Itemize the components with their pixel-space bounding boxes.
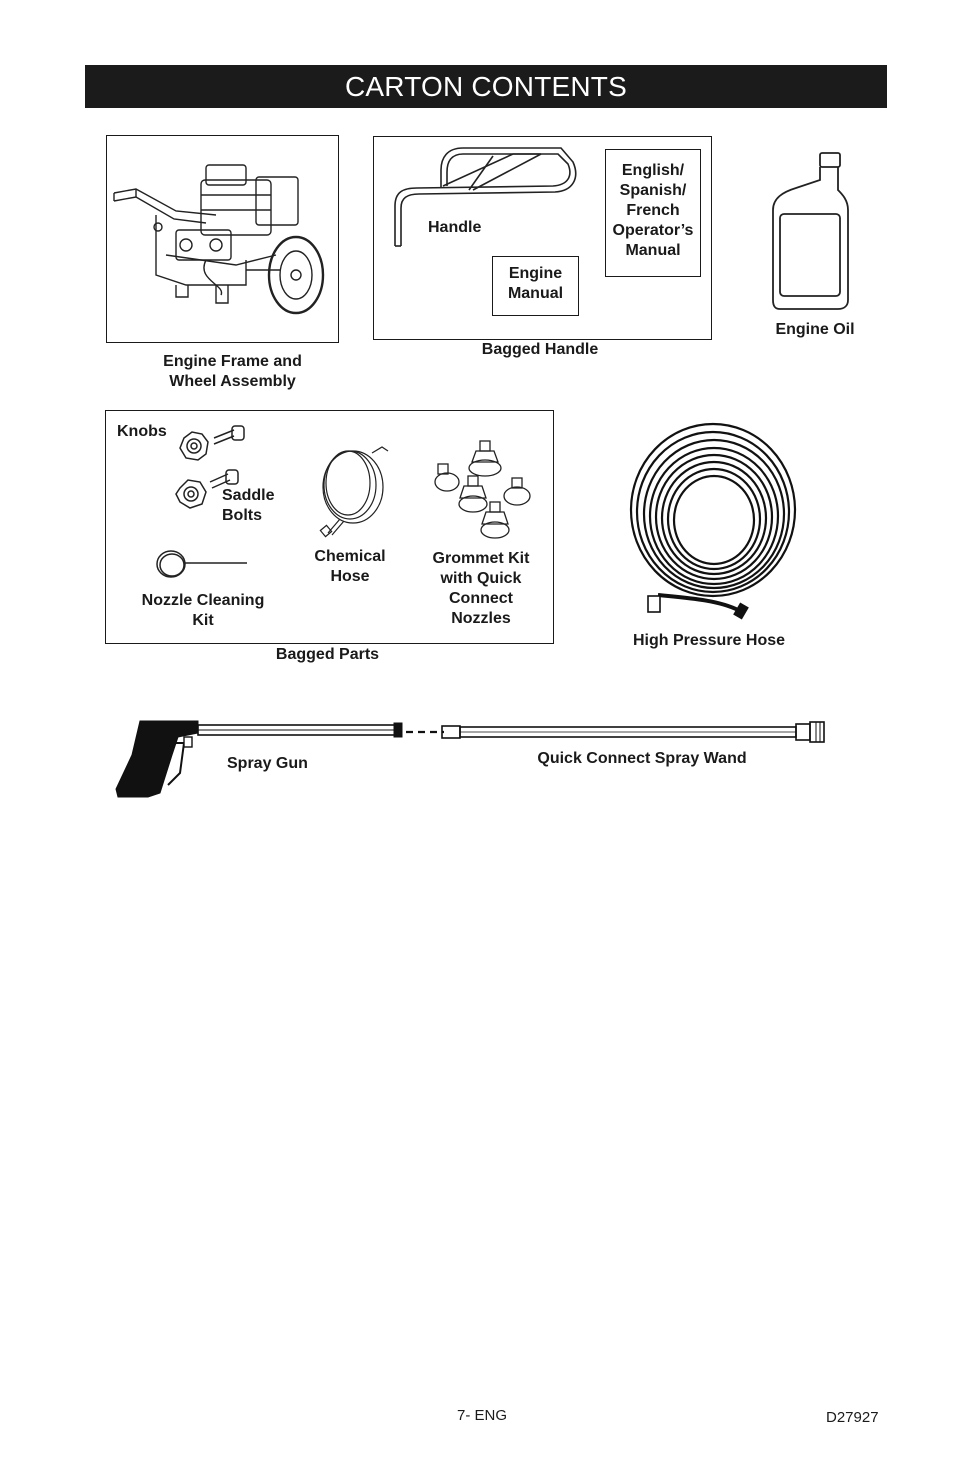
spray-wand-illustration xyxy=(400,718,830,746)
handle-illustration xyxy=(373,136,603,256)
operators-manual-label: English/ Spanish/ French Operator’s Manual xyxy=(612,162,694,259)
chemical-hose-illustration xyxy=(310,445,395,540)
spray-wand-label: Quick Connect Spray Wand xyxy=(537,750,747,767)
page-number: 7- ENG xyxy=(457,1407,508,1424)
engine-oil-bottle-icon xyxy=(768,150,853,315)
engine-frame-illustration xyxy=(106,135,339,343)
spray-gun-label: Spray Gun xyxy=(227,755,308,772)
engine-oil-label: Engine Oil xyxy=(775,321,855,338)
engine-frame-label: Engine Frame and Wheel Assembly xyxy=(163,353,302,390)
bagged-parts-label: Bagged Parts xyxy=(275,646,380,663)
knobs-label: Knobs xyxy=(117,423,167,440)
saddle-bolts-label: Saddle Bolts xyxy=(222,487,275,524)
chemical-hose-label: Chemical Hose xyxy=(314,548,386,585)
bagged-handle-label: Bagged Handle xyxy=(481,341,599,358)
page-title: CARTON CONTENTS xyxy=(345,70,627,102)
high-pressure-hose-label: High Pressure Hose xyxy=(632,632,786,649)
grommet-kit-label: Grommet Kit with Quick Connect Nozzles xyxy=(432,550,530,627)
page-title-banner xyxy=(85,65,887,108)
engine-manual-label: Engine Manual xyxy=(507,265,564,302)
nozzle-cleaning-kit-illustration xyxy=(155,548,250,582)
high-pressure-hose-illustration xyxy=(628,420,798,625)
quick-connect-nozzles-illustration xyxy=(432,438,537,543)
nozzle-cleaning-kit-label: Nozzle Cleaning Kit xyxy=(141,592,265,629)
document-code: D27927 xyxy=(826,1409,879,1426)
handle-label: Handle xyxy=(428,219,482,236)
